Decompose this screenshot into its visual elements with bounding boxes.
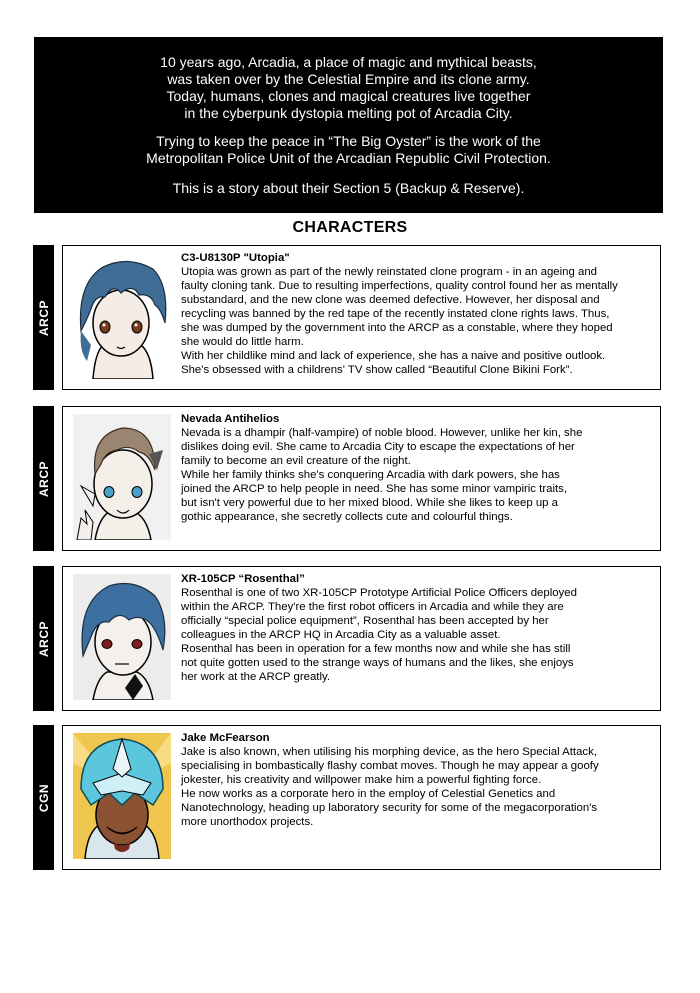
description-line: Rosenthal has been in operation for a few months now and while she has still [181,643,571,655]
org-tab-label: ARCP [36,299,51,336]
description-line: colleagues in the ARCP HQ in Arcadia City as a valuable asset. [181,629,501,641]
description-line: While her family thinks she's conquering Arcadia with dark powers, she has [181,469,560,481]
utopia-portrait [73,253,171,379]
description-line: Utopia was grown as part of the newly reinstated clone program - in an ageing and [181,266,597,278]
intro-line: was taken over by the Celestial Empire and its clone army. [167,71,530,87]
character-card-nevada [62,406,661,551]
description-line: recycling was banned by the red tape of the recently instated clone rights laws. Thus, [181,308,610,320]
description-line: her work at the ARCP greatly. [181,671,330,683]
character-name: C3-U8130P "Utopia" [181,252,290,264]
intro-box [34,37,663,213]
character-name: XR-105CP “Rosenthal” [181,573,305,585]
nevada-portrait [73,414,171,540]
description-line: Nevada is a dhampir (half-vampire) of noble blood. However, unlike her kin, she [181,427,583,439]
characters-heading: CHARACTERS [292,219,408,236]
rosenthal-portrait [73,574,171,700]
description-line: but isn't very powerful due to her mixed blood. While she likes to keep up a [181,497,559,509]
description-line: family to become an evil creature of the night. [181,455,411,467]
description-line: Rosenthal is one of two XR-105CP Prototype Artificial Police Officers deployed [181,587,577,599]
intro-line: Trying to keep the peace in “The Big Oyster” is the work of the [156,133,541,149]
description-line: jokester, his creativity and willpower make him a powerful fighting force. [181,774,542,786]
character-text [181,251,655,377]
description-line: He now works as a corporate hero in the employ of Celestial Genetics and [181,788,556,800]
intro-line: Today, humans, clones and magical creatures live together [166,88,531,104]
description-line: Nanotechnology, heading up laboratory security for some of the megacorporation's [181,802,598,814]
character-card-rosenthal [62,566,661,711]
org-tab [33,406,54,551]
description-line: dislikes doing evil. She came to Arcadia City to escape the expectations of her [181,441,575,453]
org-tab-label: CGN [36,783,51,812]
intro-line: Metropolitan Police Unit of the Arcadian Republic Civil Protection. [146,150,551,166]
description-line: Jake is also known, when utilising his morphing device, as the hero Special Attack, [181,746,597,758]
description-line: she was dumped by the government into the ARCP as a constable, where they hoped [181,322,613,334]
description-line: With her childlike mind and lack of experience, she has a naive and positive outlook. [181,350,606,362]
description-line: she would do little harm. [181,336,304,348]
intro-line: in the cyberpunk dystopia melting pot of Arcadia City. [184,105,513,121]
org-tab-label: ARCP [36,620,51,657]
character-text [181,572,655,684]
description-line: within the ARCP. They're the first robot officers in Arcadia and while they are [181,601,564,613]
intro-paragraph-3 [34,180,663,197]
character-card-jake [62,725,661,870]
description-line: officially “special police equipment”, Rosenthal has been accepted by her [181,615,549,627]
org-tab [33,245,54,390]
description-line: faulty cloning tank. Due to resulting imperfections, quality control found her as mentally [181,280,618,292]
org-tab [33,566,54,711]
character-card-utopia [62,245,661,390]
character-text [181,412,655,524]
description-line: joined the ARCP to help people in need. She has some minor vampiric traits, [181,483,568,495]
intro-paragraph-1 [34,54,663,122]
description-line: substandard, and the new clone was deemed defective. However, her disposal and [181,294,600,306]
description-line: specialising in bombastically flashy combat moves. Though he may appear a goofy [181,760,599,772]
character-name: Jake McFearson [181,732,270,744]
org-tab [33,725,54,870]
intro-line: This is a story about their Section 5 (Backup & Reserve). [172,180,525,196]
jake-portrait [73,733,171,859]
description-line: She's obsessed with a childrens' TV show called “Beautiful Clone Bikini Fork”. [181,364,573,376]
intro-paragraph-2 [34,133,663,167]
character-name: Nevada Antihelios [181,413,280,425]
intro-line: 10 years ago, Arcadia, a place of magic and mythical beasts, [160,54,537,70]
description-line: not quite gotten used to the strange ways of humans and the likes, she enjoys [181,657,574,669]
description-line: more unorthodox projects. [181,816,314,828]
org-tab-label: ARCP [36,460,51,497]
description-line: gothic appearance, she secretly collects cute and colourful things. [181,511,513,523]
character-text [181,731,655,829]
